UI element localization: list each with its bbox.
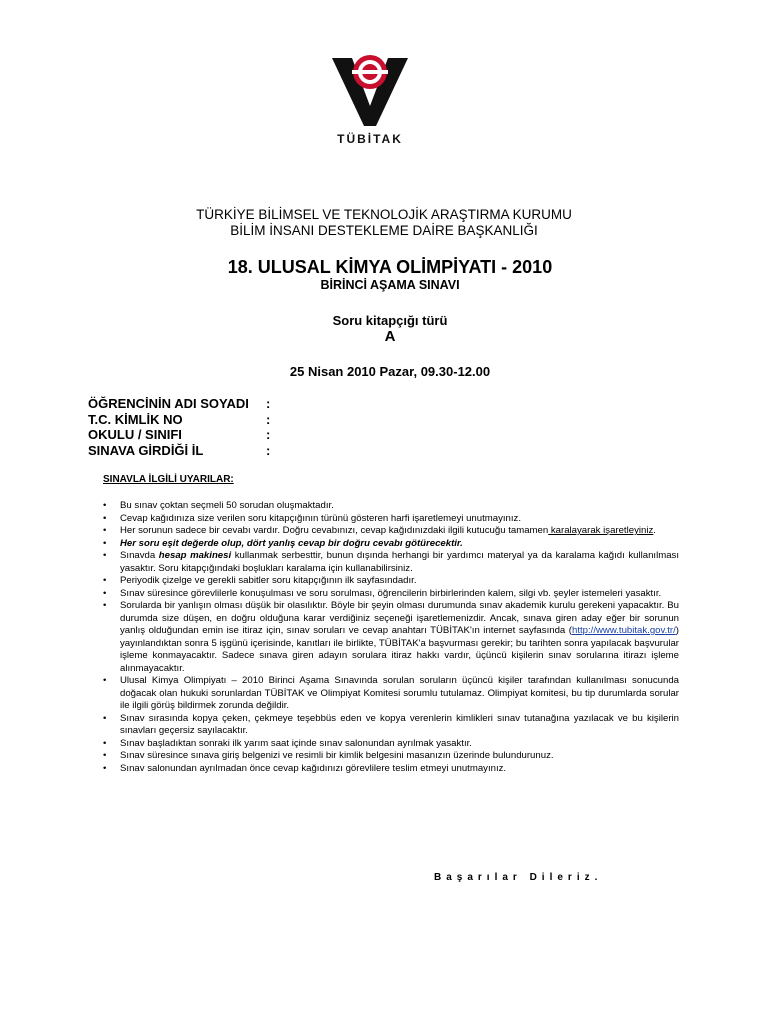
field-id-number xyxy=(88,411,271,428)
rule-text: Sınav süresince görevlilerle konuşulması ve soru sorulması, öğrencilerin birbirlerinden kalem, silgi vb. şeyler istemeleri yasaktır. xyxy=(120,587,662,599)
warnings-list xyxy=(103,500,679,775)
list-item xyxy=(103,750,679,763)
page-title: 18. ULUSAL KİMYA OLİMPİYATI - 2010 xyxy=(227,257,553,277)
rule-text: Bu sınav çoktan seçmeli 50 sorudan oluşmaktadır. xyxy=(120,500,334,511)
field-colon: : xyxy=(266,411,271,427)
bullet-icon: • xyxy=(103,587,107,599)
field-label: T.C. KİMLİK NO xyxy=(88,411,183,427)
rule-text: Sınav salonundan ayrılmadan önce cevap kağıdınızı görevlilere teslim etmeyi unutmayınız. xyxy=(120,762,507,774)
list-item xyxy=(103,738,679,751)
rule-text-underlined: karalayarak işaretleyiniz xyxy=(548,525,654,536)
rule-text: Her sorunun sadece bir cevabı vardır. Doğru cevabınızı, cevap kağıdınızdaki ilgili kutucuğu tamamen xyxy=(120,525,549,536)
bullet-icon: • xyxy=(103,537,107,549)
list-item xyxy=(103,500,679,513)
list-item xyxy=(103,513,679,526)
rule-text: Sınav başladıktan sonraki ilk yarım saat içinde sınav salonundan ayrılmak yasaktır. xyxy=(120,737,472,749)
rule-text: . xyxy=(653,525,656,536)
field-label: OKULU / SINIFI xyxy=(88,427,182,442)
bullet-icon: • xyxy=(103,600,107,611)
rule-text: Sınav süresince sınava giriş belgenizi ve resimli bir kimlik belgesini masanızın üzerinde bulundurunuz. xyxy=(120,750,554,761)
student-info-fields xyxy=(88,396,271,458)
department-name: BİLİM İNSANI DESTEKLEME DAİRE BAŞKANLIĞI xyxy=(230,223,538,238)
bullet-icon: • xyxy=(103,712,107,724)
rule-text: Periyodik çizelge ve gerekli sabitler soru kitapçığının ilk sayfasındadır. xyxy=(120,575,417,586)
field-school-class xyxy=(88,427,271,443)
list-item xyxy=(103,588,679,601)
field-exam-city xyxy=(88,442,271,459)
bullet-icon: • xyxy=(103,512,107,524)
tubitak-emblem-icon xyxy=(330,50,410,146)
bullet-icon: • xyxy=(103,750,107,761)
list-item xyxy=(103,525,679,538)
bullet-icon: • xyxy=(103,762,107,774)
tubitak-logo xyxy=(330,50,410,146)
list-item xyxy=(103,763,679,776)
field-student-name xyxy=(88,396,271,412)
warnings-heading: SINAVLA İLGİLİ UYARILAR: xyxy=(103,474,234,485)
list-item xyxy=(103,575,679,588)
rule-text: kullanmak serbesttir, bunun dışında herhangi bir yardımcı materyal ya da karalama kağıdı kullanılması yasaktır. Soru kitapçığındaki boşlukları karalama için kullanabilirsiniz. xyxy=(120,550,679,574)
rule-text: Sorularda bir yanlışın olması düşük bir olasılıktır. Böyle bir şeyin olması durumunda sınav akademik kurulu gerekeni yapacaktır. Bu durumda size düşen, en doğru olduğuna karar verdiğiniz seçeneği işaretlemenizdir. Ancak, sınava giren aday eğer bir sorunun yanlış olduğundan emin ise itiraz için, sınav soruları ve cevap anahtarı TÜBİTAK'ın internet sayfasında ( xyxy=(120,600,679,636)
list-item xyxy=(103,550,679,575)
closing-message: Başarılar Dileriz. xyxy=(434,872,603,883)
rule-text: Sınav sırasında kopya çeken, çekmeye teşebbüs eden ve kopya verenlerin kimlikleri sınav tutanağına yazılacak ve bu kişilerin sınavları geçersiz sayılacaktır. xyxy=(120,712,679,736)
bullet-icon: • xyxy=(103,575,107,586)
rule-text-emphasis: hesap makinesi xyxy=(158,550,232,561)
list-item xyxy=(103,600,679,675)
bullet-icon: • xyxy=(103,500,107,511)
field-label: SINAVA GİRDİĞİ İL xyxy=(88,442,204,458)
booklet-type-value: A xyxy=(384,328,396,345)
bullet-icon: • xyxy=(103,550,107,561)
field-colon: : xyxy=(266,442,271,458)
exam-stage: BİRİNCİ AŞAMA SINAVI xyxy=(320,278,460,292)
rule-text: ) yayınlandıktan sonra 5 işgünü içerisinde, kanıtları ile birlikte, TÜBİTAK'a başvurması gerekir; bu tarihten sonra yapılacak başvurular işleme konmayacaktır. Sadece sınava giren adayın sorulara itiraz hakkı vardır, üçüncü kişilerin sınav sorularına itirazı işleme alınmayacaktır. xyxy=(120,625,679,674)
list-item xyxy=(103,538,679,551)
list-item xyxy=(103,713,679,738)
bullet-icon: • xyxy=(103,525,107,536)
rule-text: Cevap kağıdınıza size verilen soru kitapçığının türünü gösteren harfi işaretlemeyi unutmayınız. xyxy=(120,512,522,524)
field-colon: : xyxy=(266,396,271,411)
bullet-icon: • xyxy=(103,675,107,686)
exam-date: 25 Nisan 2010 Pazar, 09.30-12.00 xyxy=(289,364,491,379)
field-colon: : xyxy=(266,427,271,442)
list-item xyxy=(103,675,679,713)
rule-text: Ulusal Kimya Olimpiyatı – 2010 Birinci Aşama Sınavında sorulan soruların üçüncü kişiler tarafından kullanılması sonucunda doğacak olan hukuki sorunlardan TÜBİTAK ve Olimpiyat Komitesi sorumlu tutulamaz. Olimpiyat komitesi, bu tip durumlarda sorular ile ilgili görüş bildirmek zorunda değildir. xyxy=(120,675,679,711)
rule-text: Sınavda xyxy=(120,550,159,561)
booklet-type-label: Soru kitapçığı türü xyxy=(332,313,448,328)
field-label: ÖĞRENCİNİN ADI SOYADI xyxy=(88,396,249,411)
logo-wordmark: TÜBİTAK xyxy=(337,132,403,146)
rule-text-emphasis: Her soru eşit değerde olup, dört yanlış cevap bir doğru cevabı götürecektir. xyxy=(120,537,463,549)
organization-name: TÜRKİYE BİLİMSEL VE TEKNOLOJİK ARAŞTIRMA KURUMU xyxy=(196,207,572,222)
bullet-icon: • xyxy=(103,737,107,749)
tubitak-website-link[interactable]: http://www.tubitak.gov.tr/ xyxy=(571,625,676,636)
